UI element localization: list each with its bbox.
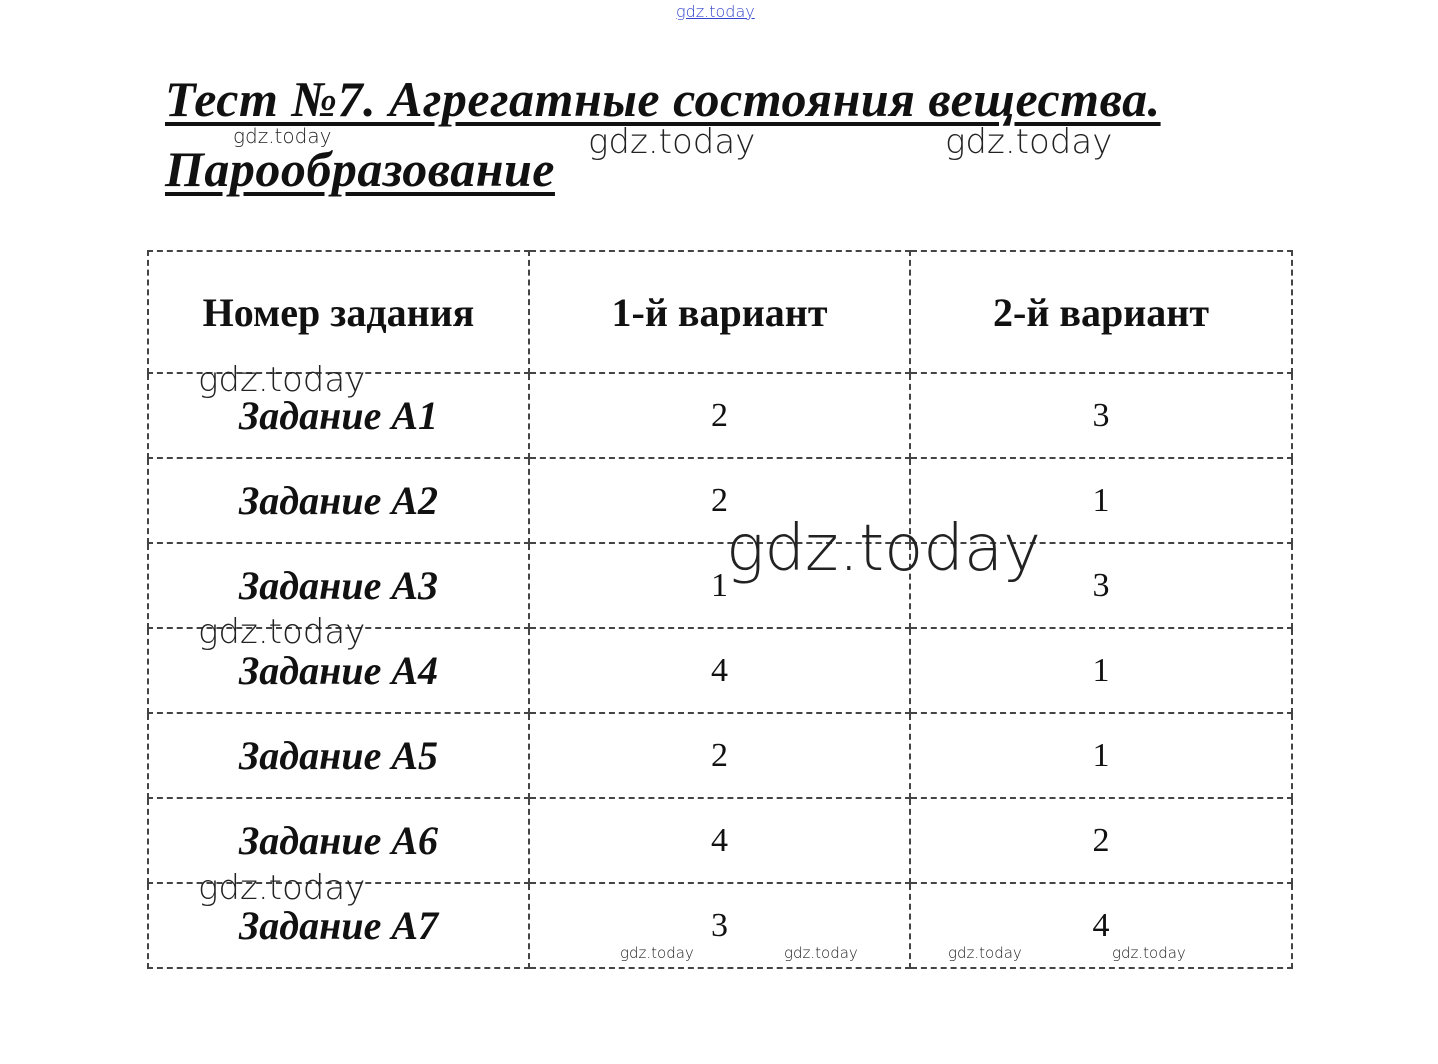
watermark: gdz.today [233, 124, 332, 148]
answers-table [147, 250, 1293, 969]
variant-1-answer: 2 [529, 458, 910, 543]
variant-2-answer: 3 [910, 543, 1292, 628]
variant-1-answer: 2 [529, 373, 910, 458]
table-row [148, 713, 1292, 798]
task-cell: Задание A5 [148, 713, 529, 798]
variant-2-answer: 3 [910, 373, 1292, 458]
variant-2-answer: 4 [910, 883, 1292, 968]
watermark: gdz.today [198, 360, 366, 400]
task-cell: Задание A7 [148, 883, 529, 968]
variant-2-answer: 2 [910, 798, 1292, 883]
watermark: gdz.today [620, 944, 694, 962]
variant-1-answer: 3 [529, 883, 910, 968]
watermark: gdz.today [198, 868, 366, 908]
title-line-1: Тест №7. Агрегатные состояния вещества. [165, 71, 1161, 127]
watermark: gdz.today [945, 122, 1113, 162]
watermark: gdz.today [726, 512, 1041, 586]
task-cell: Задание A6 [148, 798, 529, 883]
variant-2-answer: 1 [910, 713, 1292, 798]
variant-1-answer: 1 [529, 543, 910, 628]
watermark: gdz.today [198, 612, 366, 652]
top-watermark-link[interactable]: gdz.today [676, 2, 755, 21]
task-cell: Задание A2 [148, 458, 529, 543]
watermark: gdz.today [948, 944, 1022, 962]
header-variant-2: 2-й вариант [910, 251, 1292, 373]
table-header-row [148, 251, 1292, 373]
header-task-number: Номер задания [148, 251, 529, 373]
watermark: gdz.today [1112, 944, 1186, 962]
watermark: gdz.today [588, 122, 756, 162]
task-cell: Задание A3 [148, 543, 529, 628]
table-row [148, 458, 1292, 543]
header-variant-1: 1-й вариант [529, 251, 910, 373]
variant-1-answer: 4 [529, 798, 910, 883]
variant-2-answer: 1 [910, 628, 1292, 713]
watermark: gdz.today [784, 944, 858, 962]
task-cell: Задание A4 [148, 628, 529, 713]
variant-1-answer: 4 [529, 628, 910, 713]
task-cell: Задание A1 [148, 373, 529, 458]
title-line-2: Парообразование [165, 141, 555, 197]
variant-1-answer: 2 [529, 713, 910, 798]
variant-2-answer: 1 [910, 458, 1292, 543]
